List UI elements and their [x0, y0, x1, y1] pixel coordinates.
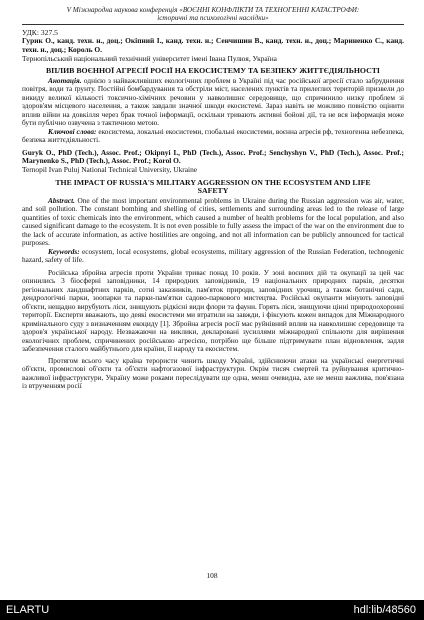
- keywords-en-label: Keywords:: [48, 246, 80, 256]
- keywords-ua-label: Ключові слова:: [48, 126, 97, 136]
- udk-code: УДК: 327.5: [22, 28, 58, 38]
- page-content: [22, 6, 404, 391]
- abstract-ua-text: однією з найважливіших екологічних проблем в Україні під час російської агресії стало забруднення повітря, води та ґрунту. Постійні бомбардування та обстріли міст, населених пунктів та прилеглих територій призвели до викиду великої кількості токсично-хімічних речовин у навколишнє середовище, що спричинило низку проблем зі здоров'ям місцевого населення, а також завдали значної шкоди екосистемі. Зараз навіть не можливо повністю оцінити вплив війни на довкілля через брак точної інформації, оскільки тривають активні бойові дії, та не вся інформація може бути публічно озвучена з тактичною метою.: [22, 75, 404, 128]
- keywords-en-text: ecosystem, local ecosystems, global ecosystems, military aggression of the Russian Federation, technogenic hazard, safety of life.: [22, 246, 404, 265]
- footer-repository-name: ELARTU: [6, 604, 50, 616]
- footer-bar: [0, 600, 424, 620]
- keywords-ua-text: екосистема, локальні екосистеми, глобальні екосистеми, воєнна агресія рф, техногенна небезпека, безпека життєдіяльності.: [22, 126, 404, 145]
- title-ua: ВПЛИВ ВОЄННОЇ АГРЕСІЇ РОСІЇ НА ЕКОСИСТЕМУ ТА БЕЗПЕКУ ЖИТТЄДІЯЛЬНОСТІ: [46, 66, 380, 76]
- keywords-ua: [22, 128, 404, 145]
- abstract-ua: [22, 77, 404, 128]
- abstract-ua-label: Анотація.: [48, 75, 82, 85]
- footer-handle[interactable]: hdl:lib/48560: [353, 604, 416, 616]
- abstract-en-text: One of the most important environmental problems in Ukraine during the Russian aggression was air, water, and soil pollution. The constant bombing and shelling of cities, settlements and surrounding areas led to the release of large quantities of toxic chemicals into the environment, which caused a number of health problems for the local population, and also caused significant damage to the ecosystem. It is not even possible to fully assess the impact of the war on the environment due to the lack of accurate information, as active hostilities are ongoing, and not all information can be publicly announced for tactical purposes.: [22, 195, 404, 248]
- title-en: THE IMPACT OF RUSSIA'S MILITARY AGGRESSION ON THE ECOSYSTEM AND LIFE SAFETY: [55, 177, 371, 196]
- affiliation-en: Ternopil Ivan Puluj National Technical University, Ukraine: [22, 164, 198, 174]
- body-paragraph-1: Російська збройна агресія проти України триває понад 10 років. У зоні воєнних дій та окупації за цей час опинились 3 біосферні заповідники, 14 природних заповідників, 19 національних природних парків, десятки регіональних ландшафтних парків, сотні заказників, пам'яток природи, заповідних урочищ, а також ботанічні сади, дендрологічні парки, зоопарки та парки-пам'ятки садово-паркового мистецтва. Російські окупанти мінують заповідні об'єкти, нещадно вирубують ліси, знищують рідкісні види флори та фауни. Горять ліси, знищуючи цінні природоохоронні території. Експерти вважають, що деякі екосистеми ми втратили на завжди, і фіксують кожен випадок для Міжнародного кримінального суду з визначенням екоциду [1]. Збройна агресія росії має руйнівний вплив на навколишнє середовище та здоров'я української народу. Незважаючи на виклики, декларовані зусиллями міжнародної спільноти для вирішення екологічних проблем, спричинених російською агресією, потрібно ще більше підтримувати план відновлення, задля забезпечення сталого майбутнього для країни, її народу та екосистем.: [22, 267, 404, 354]
- keywords-en: [22, 248, 404, 265]
- authors-en: Guryk O., PhD (Tech.), Assoc. Prof.; Okipnyi I., PhD (Tech.), Assoc. Prof.; Senchyshyn V., PhD (Tech.), Assoc. Prof.; Marynenko S., PhD (Tech.), Assoc. Prof.; Korol O.: [22, 147, 404, 166]
- affiliation-ua: Тернопільський національний технічний університет імені Івана Пулюя, Україна: [22, 53, 277, 63]
- authors-ua: Гурик О., канд. техн. н., доц.; Окіпний І., канд. техн. н.; Сенчишин В., канд. техн. н., доц.; Мариненко С., канд. техн. н., доц.; Король О.: [22, 36, 404, 54]
- header-line-1: V Міжнародна наукова конференція «ВОЄННІ КОНФЛІКТИ ТА ТЕХНОГЕННІ КАТАСТРОФИ:: [66, 6, 360, 14]
- conference-header: [22, 6, 404, 25]
- page-number: 108: [206, 571, 218, 580]
- body-text: [22, 269, 404, 391]
- abstract-en: [22, 197, 404, 248]
- header-line-2: історичні та психологічні наслідки»: [157, 14, 269, 23]
- abstract-en-label: Abstract.: [48, 195, 75, 205]
- body-paragraph-2: Протягом всього часу країна терористи чинить шкоду Україні, здійснюючи атаки на українські енергетичні об'єкти, промислові об'єкти та об'єкти нафтогазової інфраструктури. Окрім тисяч смертей та руйнування критично-важливої інфраструктури, Україну може роками переслідувати ще одна, менш очевидна, але не менш важлива, пов'язана із втрученням росії: [22, 355, 404, 391]
